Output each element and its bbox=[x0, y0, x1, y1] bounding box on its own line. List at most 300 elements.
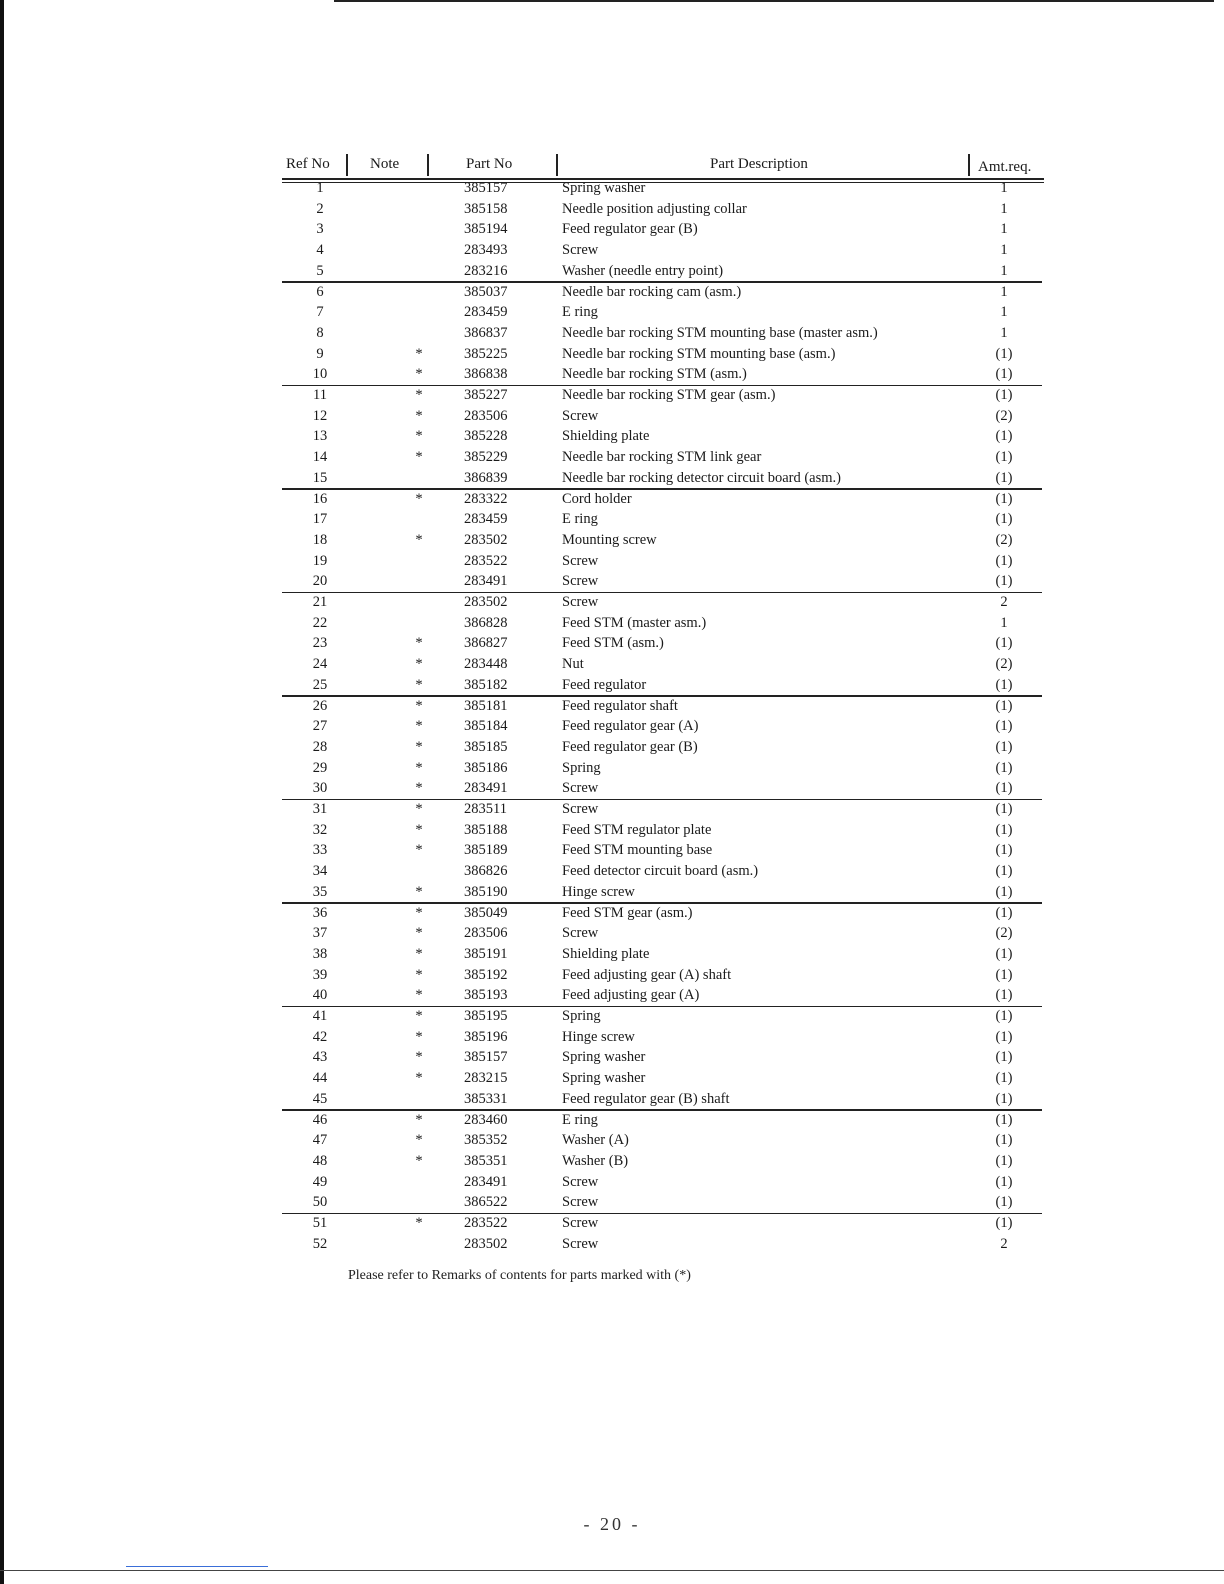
note-cell: * bbox=[415, 366, 423, 383]
note-cell: * bbox=[415, 1070, 423, 1087]
part-no-cell: 385229 bbox=[464, 449, 508, 466]
part-no-cell: 386828 bbox=[464, 614, 508, 631]
part-no-cell: 385191 bbox=[464, 945, 508, 962]
amt-req-cell: (1) bbox=[995, 863, 1013, 880]
table-row bbox=[280, 385, 1044, 406]
part-no-cell: 385331 bbox=[464, 1090, 508, 1107]
amt-req-cell: (1) bbox=[995, 1215, 1013, 1231]
note-cell: * bbox=[415, 1132, 423, 1149]
part-no-cell: 386839 bbox=[464, 469, 508, 486]
description-cell: Feed STM (master asm.) bbox=[562, 614, 707, 631]
note-cell: * bbox=[415, 697, 423, 714]
note-cell: * bbox=[415, 945, 423, 962]
table-row bbox=[280, 240, 1044, 261]
amt-req-cell: (2) bbox=[995, 656, 1013, 673]
table-row bbox=[280, 219, 1044, 240]
note-cell: * bbox=[415, 904, 423, 921]
ref-no-cell: 43 bbox=[312, 1049, 328, 1066]
amt-req-cell: (1) bbox=[995, 842, 1013, 859]
description-cell: Feed regulator gear (B) bbox=[562, 221, 698, 238]
amt-req-cell: (1) bbox=[995, 1008, 1013, 1024]
part-no-cell: 386837 bbox=[464, 324, 508, 341]
ref-no-cell: 12 bbox=[312, 407, 328, 424]
table-row bbox=[280, 468, 1044, 489]
note-cell: * bbox=[415, 842, 423, 859]
ref-no-cell: 24 bbox=[312, 656, 328, 673]
part-no-cell: 283448 bbox=[464, 656, 508, 673]
table-row bbox=[280, 447, 1044, 468]
table-row bbox=[280, 1172, 1044, 1193]
amt-req-cell: (1) bbox=[995, 1111, 1013, 1128]
description-cell: Needle bar rocking STM (asm.) bbox=[562, 366, 747, 383]
ref-no-cell: 11 bbox=[313, 387, 327, 403]
ref-no-cell: 46 bbox=[312, 1111, 328, 1128]
description-cell: Screw bbox=[562, 1194, 599, 1211]
table-row bbox=[280, 178, 1044, 199]
description-cell: Screw bbox=[562, 552, 599, 569]
amt-req-cell: (1) bbox=[995, 1049, 1013, 1066]
ref-no-cell: 45 bbox=[312, 1090, 328, 1107]
amt-req-cell: (1) bbox=[995, 1173, 1013, 1190]
part-no-cell: 283506 bbox=[464, 407, 508, 424]
amt-req-cell: (1) bbox=[995, 1028, 1013, 1045]
description-cell: Feed adjusting gear (A) shaft bbox=[562, 966, 732, 983]
part-no-cell: 385194 bbox=[464, 221, 508, 238]
part-no-cell: 283511 bbox=[464, 801, 507, 817]
note-cell: * bbox=[415, 780, 423, 797]
ref-no-cell: 23 bbox=[312, 635, 328, 652]
description-cell: E ring bbox=[562, 304, 598, 321]
description-cell: Screw bbox=[562, 242, 599, 259]
part-no-cell: 385196 bbox=[464, 1028, 508, 1045]
description-cell: Feed STM regulator plate bbox=[562, 821, 712, 838]
page-left-edge bbox=[0, 0, 4, 1584]
ref-no-cell: 44 bbox=[312, 1070, 328, 1087]
header-amt-req: Amt.req. bbox=[978, 159, 1032, 175]
ref-no-cell: 51 bbox=[312, 1215, 328, 1231]
ref-no-cell: 50 bbox=[312, 1194, 328, 1211]
note-cell: * bbox=[415, 407, 423, 424]
amt-req-cell: 2 bbox=[1000, 1235, 1008, 1252]
part-no-cell: 283491 bbox=[464, 780, 508, 797]
ref-no-cell: 14 bbox=[312, 449, 328, 466]
ref-no-cell: 25 bbox=[312, 676, 328, 693]
description-cell: Hinge screw bbox=[562, 883, 635, 900]
amt-req-cell: 1 bbox=[1000, 180, 1008, 196]
description-cell: Needle bar rocking detector circuit board (asm.) bbox=[562, 469, 841, 486]
table-row bbox=[280, 985, 1044, 1006]
description-cell: Feed regulator gear (B) bbox=[562, 738, 698, 755]
table-row bbox=[280, 530, 1044, 551]
table-row bbox=[280, 965, 1044, 986]
amt-req-cell: (2) bbox=[995, 531, 1013, 548]
description-cell: Needle bar rocking STM mounting base (master asm.) bbox=[562, 324, 878, 341]
note-cell: * bbox=[415, 1008, 423, 1024]
table-row bbox=[280, 716, 1044, 737]
header-ref-no: Ref No bbox=[286, 156, 330, 172]
ref-no-cell: 6 bbox=[316, 283, 324, 300]
note-cell: * bbox=[415, 801, 423, 817]
note-cell: * bbox=[415, 966, 423, 983]
ref-no-cell: 31 bbox=[312, 801, 328, 817]
description-cell: Needle bar rocking STM link gear bbox=[562, 449, 762, 466]
description-cell: Shielding plate bbox=[562, 945, 650, 962]
description-cell: Shielding plate bbox=[562, 428, 650, 445]
amt-req-cell: (2) bbox=[995, 407, 1013, 424]
amt-req-cell: 1 bbox=[1000, 221, 1008, 238]
part-no-cell: 386827 bbox=[464, 635, 508, 652]
description-cell: Washer (B) bbox=[562, 1152, 629, 1169]
part-no-cell: 283522 bbox=[464, 1215, 508, 1231]
note-cell: * bbox=[415, 1111, 423, 1128]
table-row bbox=[280, 344, 1044, 365]
bottom-link-line bbox=[126, 1566, 268, 1567]
ref-no-cell: 16 bbox=[312, 490, 328, 507]
description-cell: Washer (A) bbox=[562, 1132, 629, 1149]
amt-req-cell: (1) bbox=[995, 987, 1013, 1004]
ref-no-cell: 18 bbox=[312, 531, 328, 548]
part-no-cell: 385186 bbox=[464, 759, 508, 776]
ref-no-cell: 15 bbox=[312, 469, 328, 486]
table-row bbox=[280, 778, 1044, 799]
description-cell: Spring bbox=[562, 1008, 601, 1024]
ref-no-cell: 30 bbox=[312, 780, 328, 797]
ref-no-cell: 35 bbox=[312, 883, 328, 900]
amt-req-cell: (1) bbox=[995, 1152, 1013, 1169]
note-cell: * bbox=[415, 428, 423, 445]
ref-no-cell: 39 bbox=[312, 966, 328, 983]
part-no-cell: 385225 bbox=[464, 345, 508, 362]
table-row bbox=[280, 1110, 1044, 1131]
table-row bbox=[280, 406, 1044, 427]
table-row bbox=[280, 654, 1044, 675]
part-no-cell: 385228 bbox=[464, 428, 508, 445]
note-cell: * bbox=[415, 531, 423, 548]
table-row bbox=[280, 737, 1044, 758]
part-no-cell: 283459 bbox=[464, 511, 508, 528]
amt-req-cell: 1 bbox=[1000, 324, 1008, 341]
description-cell: Screw bbox=[562, 573, 599, 590]
description-cell: Feed adjusting gear (A) bbox=[562, 987, 700, 1004]
amt-req-cell: (1) bbox=[995, 1194, 1013, 1211]
ref-no-cell: 32 bbox=[312, 821, 328, 838]
header-description: Part Description bbox=[710, 156, 808, 172]
part-no-cell: 283491 bbox=[464, 573, 508, 590]
amt-req-cell: 1 bbox=[1000, 283, 1008, 300]
ref-no-cell: 21 bbox=[312, 594, 328, 610]
table-row bbox=[280, 1213, 1044, 1234]
ref-no-cell: 22 bbox=[312, 614, 328, 631]
note-cell: * bbox=[415, 883, 423, 900]
part-no-cell: 283491 bbox=[464, 1173, 508, 1190]
note-cell: * bbox=[415, 635, 423, 652]
ref-no-cell: 3 bbox=[316, 221, 324, 238]
amt-req-cell: (1) bbox=[995, 387, 1013, 403]
ref-no-cell: 38 bbox=[312, 945, 328, 962]
ref-no-cell: 17 bbox=[312, 511, 328, 528]
table-row bbox=[280, 903, 1044, 924]
table-row bbox=[280, 1151, 1044, 1172]
description-cell: Screw bbox=[562, 407, 599, 424]
table-row bbox=[280, 675, 1044, 696]
description-cell: Screw bbox=[562, 1215, 599, 1231]
description-cell: Screw bbox=[562, 925, 599, 942]
amt-req-cell: (1) bbox=[995, 573, 1013, 590]
table-row bbox=[280, 944, 1044, 965]
ref-no-cell: 7 bbox=[316, 304, 324, 321]
amt-req-cell: (1) bbox=[995, 821, 1013, 838]
table-row bbox=[280, 364, 1044, 385]
part-no-cell: 385192 bbox=[464, 966, 508, 983]
ref-no-cell: 27 bbox=[312, 718, 328, 735]
amt-req-cell: (1) bbox=[995, 883, 1013, 900]
amt-req-cell: (1) bbox=[995, 511, 1013, 528]
description-cell: Screw bbox=[562, 1235, 599, 1252]
part-no-cell: 385049 bbox=[464, 904, 508, 921]
amt-req-cell: (1) bbox=[995, 945, 1013, 962]
description-cell: Hinge screw bbox=[562, 1028, 635, 1045]
description-cell: Needle bar rocking cam (asm.) bbox=[562, 283, 742, 300]
part-no-cell: 385184 bbox=[464, 718, 508, 735]
amt-req-cell: (2) bbox=[995, 925, 1013, 942]
amt-req-cell: (1) bbox=[995, 1090, 1013, 1107]
table-row bbox=[280, 696, 1044, 717]
amt-req-cell: (1) bbox=[995, 366, 1013, 383]
table-row bbox=[280, 882, 1044, 903]
ref-no-cell: 20 bbox=[312, 573, 328, 590]
description-cell: Screw bbox=[562, 594, 599, 610]
amt-req-cell: (1) bbox=[995, 966, 1013, 983]
part-no-cell: 283502 bbox=[464, 1235, 508, 1252]
table-row bbox=[280, 820, 1044, 841]
note-cell: * bbox=[415, 490, 423, 507]
table-row bbox=[280, 571, 1044, 592]
description-cell: Screw bbox=[562, 801, 599, 817]
table-row bbox=[280, 509, 1044, 530]
description-cell: Washer (needle entry point) bbox=[562, 262, 724, 279]
ref-no-cell: 10 bbox=[312, 366, 328, 383]
part-no-cell: 283460 bbox=[464, 1111, 508, 1128]
amt-req-cell: (1) bbox=[995, 1132, 1013, 1149]
ref-no-cell: 40 bbox=[312, 987, 328, 1004]
note-cell: * bbox=[415, 1028, 423, 1045]
table-row bbox=[280, 551, 1044, 572]
ref-no-cell: 1 bbox=[316, 180, 324, 196]
note-cell: * bbox=[415, 759, 423, 776]
ref-no-cell: 47 bbox=[312, 1132, 328, 1149]
table-row bbox=[280, 633, 1044, 654]
description-cell: Cord holder bbox=[562, 490, 632, 507]
amt-req-cell: (1) bbox=[995, 780, 1013, 797]
note-cell: * bbox=[415, 1152, 423, 1169]
amt-req-cell: (1) bbox=[995, 759, 1013, 776]
table-row bbox=[280, 1130, 1044, 1151]
ref-no-cell: 29 bbox=[312, 759, 328, 776]
ref-no-cell: 2 bbox=[316, 200, 324, 217]
ref-no-cell: 36 bbox=[312, 904, 328, 921]
amt-req-cell: (1) bbox=[995, 345, 1013, 362]
ref-no-cell: 13 bbox=[312, 428, 328, 445]
description-cell: Screw bbox=[562, 780, 599, 797]
part-no-cell: 385189 bbox=[464, 842, 508, 859]
note-cell: * bbox=[415, 449, 423, 466]
amt-req-cell: 1 bbox=[1000, 614, 1008, 631]
part-no-cell: 385157 bbox=[464, 180, 508, 196]
ref-no-cell: 28 bbox=[312, 738, 328, 755]
note-cell: * bbox=[415, 656, 423, 673]
amt-req-cell: (1) bbox=[995, 490, 1013, 507]
ref-no-cell: 8 bbox=[316, 324, 324, 341]
description-cell: Screw bbox=[562, 1173, 599, 1190]
note-cell: * bbox=[415, 387, 423, 403]
ref-no-cell: 5 bbox=[316, 262, 324, 279]
table-row bbox=[280, 613, 1044, 634]
part-no-cell: 385182 bbox=[464, 676, 508, 693]
ref-no-cell: 41 bbox=[312, 1008, 328, 1024]
table-row bbox=[280, 592, 1044, 613]
ref-no-cell: 49 bbox=[312, 1173, 328, 1190]
amt-req-cell: (1) bbox=[995, 904, 1013, 921]
part-no-cell: 283502 bbox=[464, 594, 508, 610]
part-no-cell: 385157 bbox=[464, 1049, 508, 1066]
part-no-cell: 283502 bbox=[464, 531, 508, 548]
ref-no-cell: 33 bbox=[312, 842, 328, 859]
table-row bbox=[280, 799, 1044, 820]
part-no-cell: 386838 bbox=[464, 366, 508, 383]
part-no-cell: 386522 bbox=[464, 1194, 508, 1211]
description-cell: E ring bbox=[562, 1111, 598, 1128]
table-row bbox=[280, 758, 1044, 779]
description-cell: Feed STM mounting base bbox=[562, 842, 713, 859]
part-no-cell: 385351 bbox=[464, 1152, 508, 1169]
table-row bbox=[280, 840, 1044, 861]
note-cell: * bbox=[415, 738, 423, 755]
part-no-cell: 385158 bbox=[464, 200, 508, 217]
page-number: - 20 - bbox=[583, 1514, 641, 1534]
description-cell: Feed regulator gear (A) bbox=[562, 718, 699, 735]
description-cell: E ring bbox=[562, 511, 598, 528]
description-cell: Feed regulator shaft bbox=[562, 697, 678, 714]
table-row bbox=[280, 1027, 1044, 1048]
ref-no-cell: 19 bbox=[312, 552, 328, 569]
amt-req-cell: (1) bbox=[995, 1070, 1013, 1087]
amt-req-cell: (1) bbox=[995, 469, 1013, 486]
header-part-no: Part No bbox=[466, 156, 513, 172]
ref-no-cell: 48 bbox=[312, 1152, 328, 1169]
description-cell: Feed regulator gear (B) shaft bbox=[562, 1090, 730, 1107]
description-cell: Spring bbox=[562, 759, 601, 776]
amt-req-cell: 1 bbox=[1000, 262, 1008, 279]
table-row bbox=[280, 1068, 1044, 1089]
amt-req-cell: (1) bbox=[995, 428, 1013, 445]
top-rule bbox=[334, 0, 1214, 2]
amt-req-cell: (1) bbox=[995, 635, 1013, 652]
description-cell: Feed regulator bbox=[562, 676, 647, 693]
part-no-cell: 385193 bbox=[464, 987, 508, 1004]
part-no-cell: 385352 bbox=[464, 1132, 508, 1149]
table-row bbox=[280, 861, 1044, 882]
amt-req-cell: (1) bbox=[995, 738, 1013, 755]
ref-no-cell: 42 bbox=[312, 1028, 328, 1045]
description-cell: Feed detector circuit board (asm.) bbox=[562, 863, 759, 880]
note-cell: * bbox=[415, 1049, 423, 1066]
table-row bbox=[280, 1047, 1044, 1068]
table-row bbox=[280, 1006, 1044, 1027]
table-row bbox=[280, 923, 1044, 944]
table-row bbox=[280, 323, 1044, 344]
table-row bbox=[280, 199, 1044, 220]
note-cell: * bbox=[415, 821, 423, 838]
note-cell: * bbox=[415, 987, 423, 1004]
ref-no-cell: 4 bbox=[316, 242, 324, 259]
description-cell: Mounting screw bbox=[562, 531, 657, 548]
amt-req-cell: (1) bbox=[995, 801, 1013, 817]
part-no-cell: 283459 bbox=[464, 304, 508, 321]
amt-req-cell: 2 bbox=[1000, 594, 1008, 610]
header-separator bbox=[427, 154, 429, 176]
note-cell: * bbox=[415, 925, 423, 942]
part-no-cell: 385190 bbox=[464, 883, 508, 900]
table-row bbox=[280, 1192, 1044, 1213]
header-separator bbox=[556, 154, 558, 176]
amt-req-cell: (1) bbox=[995, 552, 1013, 569]
footnote: Please refer to Remarks of contents for parts marked with (*) bbox=[348, 1268, 691, 1283]
part-no-cell: 385227 bbox=[464, 387, 508, 403]
table-row bbox=[280, 261, 1044, 282]
note-cell: * bbox=[415, 345, 423, 362]
part-no-cell: 283216 bbox=[464, 262, 508, 279]
note-cell: * bbox=[415, 1215, 423, 1231]
description-cell: Spring washer bbox=[562, 1049, 646, 1066]
description-cell: Spring washer bbox=[562, 180, 646, 196]
amt-req-cell: (1) bbox=[995, 676, 1013, 693]
description-cell: Feed STM gear (asm.) bbox=[562, 904, 693, 921]
ref-no-cell: 34 bbox=[312, 863, 328, 880]
description-cell: Needle position adjusting collar bbox=[562, 200, 747, 217]
note-cell: * bbox=[415, 676, 423, 693]
header-separator bbox=[346, 154, 348, 176]
header-note: Note bbox=[370, 156, 400, 172]
table-header bbox=[280, 154, 1044, 180]
table-row bbox=[280, 1234, 1044, 1255]
ref-no-cell: 37 bbox=[312, 925, 328, 942]
part-no-cell: 385188 bbox=[464, 821, 508, 838]
description-cell: Nut bbox=[562, 656, 584, 673]
table-row bbox=[280, 282, 1044, 303]
amt-req-cell: 1 bbox=[1000, 242, 1008, 259]
bottom-rule bbox=[0, 1570, 1224, 1571]
part-no-cell: 385037 bbox=[464, 283, 508, 300]
description-cell: Needle bar rocking STM mounting base (asm.) bbox=[562, 345, 836, 362]
table-row bbox=[280, 426, 1044, 447]
description-cell: Needle bar rocking STM gear (asm.) bbox=[562, 387, 776, 403]
table-row bbox=[280, 302, 1044, 323]
description-cell: Feed STM (asm.) bbox=[562, 635, 664, 652]
ref-no-cell: 26 bbox=[312, 697, 328, 714]
part-no-cell: 283522 bbox=[464, 552, 508, 569]
amt-req-cell: (1) bbox=[995, 449, 1013, 466]
part-no-cell: 385185 bbox=[464, 738, 508, 755]
ref-no-cell: 9 bbox=[316, 345, 324, 362]
part-no-cell: 283506 bbox=[464, 925, 508, 942]
part-no-cell: 283322 bbox=[464, 490, 508, 507]
amt-req-cell: (1) bbox=[995, 718, 1013, 735]
part-no-cell: 385181 bbox=[464, 697, 508, 714]
header-separator bbox=[968, 154, 970, 176]
note-cell: * bbox=[415, 718, 423, 735]
part-no-cell: 385195 bbox=[464, 1008, 508, 1024]
amt-req-cell: 1 bbox=[1000, 304, 1008, 321]
